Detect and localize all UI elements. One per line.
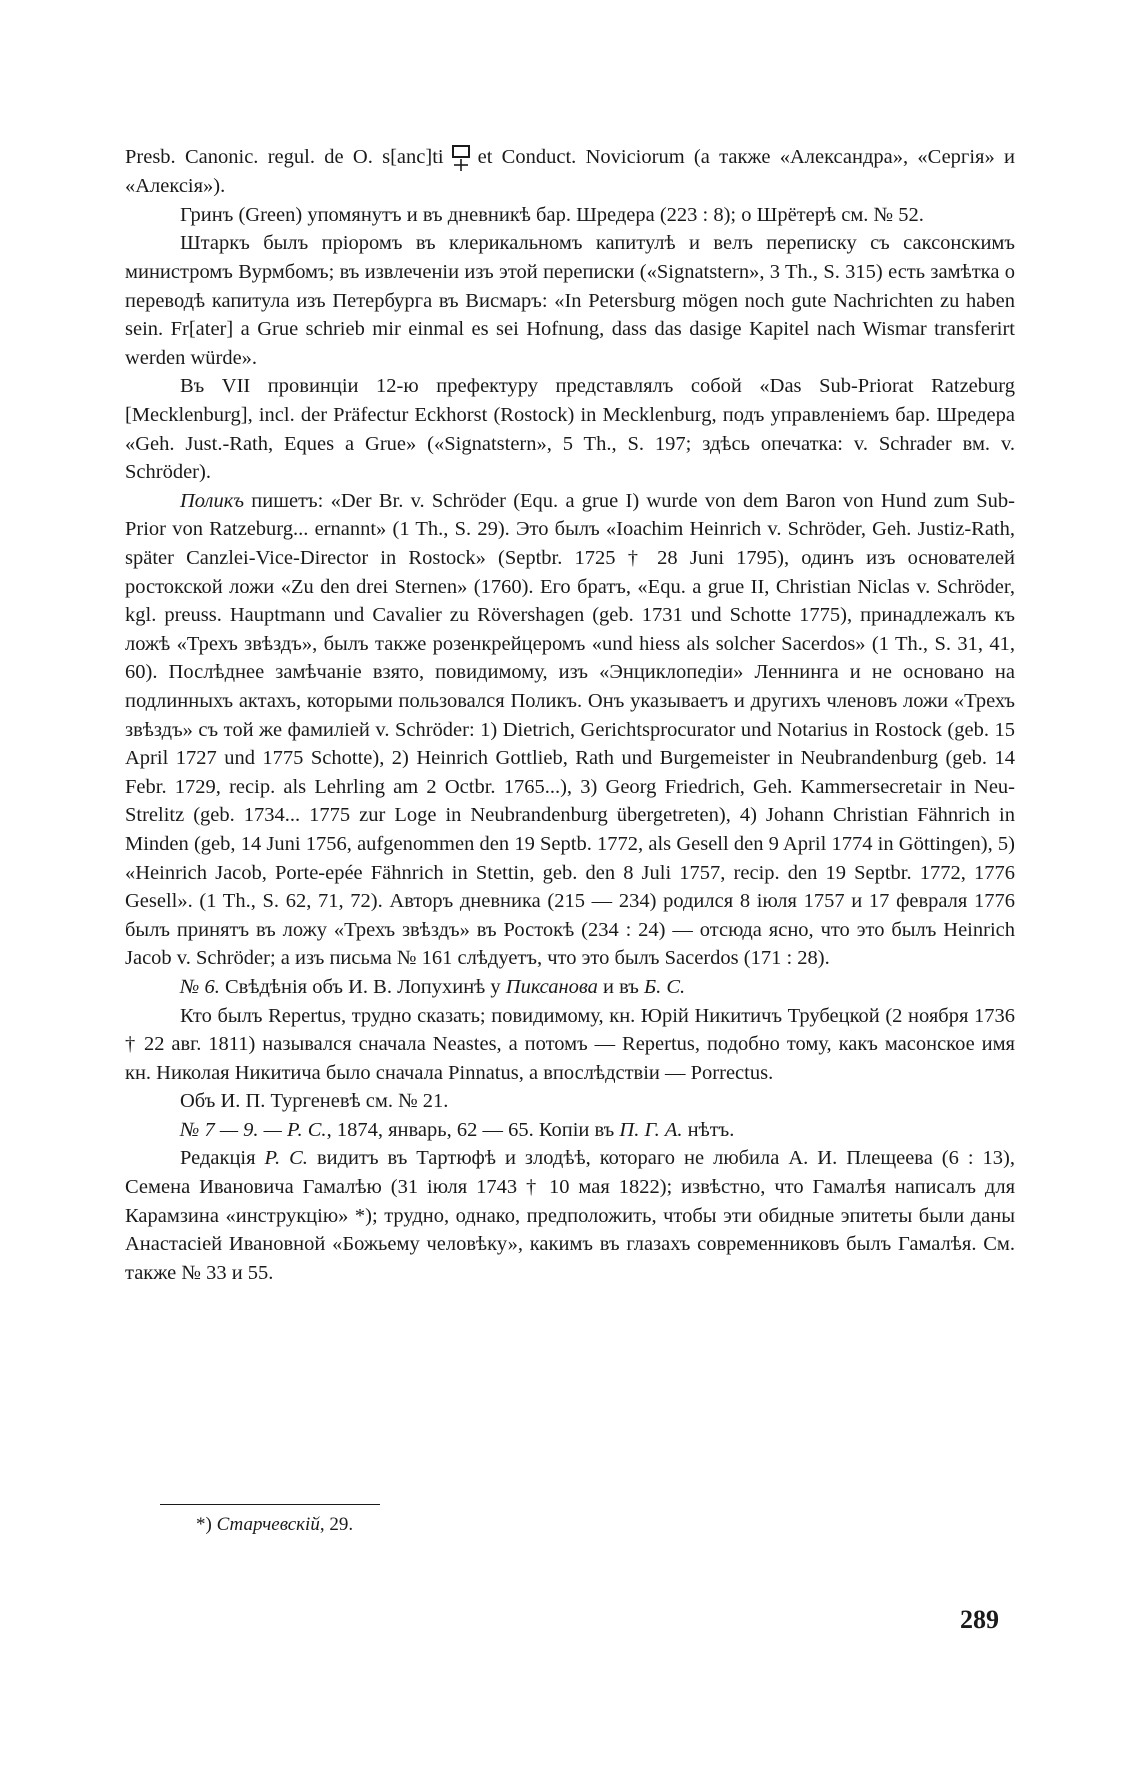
no7-9-label: № 7 — 9. — Р. С. [180,1118,327,1141]
no6-label: № 6. [180,975,220,998]
paragraph-green: Гринъ (Green) упомянутъ и въ дневникѣ бар. Шредера (223 : 8); о Шрётерѣ см. № 52. [180,203,924,226]
footnote-marker: *) [196,1514,212,1535]
paragraph-redaktsiya [125,1144,1015,1287]
redaktsiya-text: видитъ въ Тартюфѣ и злодѣѣ, котораго не любила А. И. Плещеева (6 : 13), Семена Ивановича Гамалѣю (31 іюля 1743 † 10 мая 1822); извѣстно, что Гамалѣя написалъ для Карамзина «инструкцію» *); трудно, однако, предположить, чтобы эти обидные эпитеты были даны Анастасіей Ивановной «Божьему человѣку», какимъ въ глазахъ современниковъ былъ Гамалѣя. См. также № 33 и 55. [125,1147,1016,1284]
paragraph-polik [125,487,1015,973]
paragraph-presb [125,143,1015,201]
no6-text: Свѣдѣнія объ И. В. Лопухинѣ у [224,975,501,998]
bs-ref: Б. С. [644,975,686,998]
text-conduct: et Conduct. Noviciorum (а также «Александра», «Сергія» и «Алексія»). [125,146,1015,198]
heading-no7-9 [125,1116,1015,1145]
footnote-divider [160,1504,380,1505]
polik-name: Поликъ [180,489,244,512]
paragraph-turgenev: Объ И. П. Тургеневѣ см. № 21. [180,1090,449,1113]
pga-ref: П. Г. А. [619,1118,683,1141]
no7-9-text: , 1874, январь, 62 — 65. Копіи въ [326,1118,615,1141]
rs-ref: Р. С. [264,1147,308,1170]
paragraph-repertus: Кто былъ Repertus, трудно сказать; повидимому, кн. Юрій Никитичъ Трубецкой (2 ноября 1736 † 22 авг. 1811) назывался сначала Neastes, а потомъ — Repertus, подобно тому, какъ масонское имя кн. Николая Никитича было сначала Pinnatus, а впослѣдствіи — Porrectus. [125,1004,1015,1084]
redaktsiya-start: Редакція [180,1147,256,1170]
cross-monogram-icon [448,144,474,172]
heading-no6 [125,973,1015,1002]
no7-9-end: нѣтъ. [687,1118,735,1141]
footnote [196,1512,353,1538]
no6-and: и въ [603,975,639,998]
footnote-source: Старчевскій [216,1514,320,1535]
page-number: 289 [960,1605,999,1634]
piksanov-ref: Пиксанова [505,975,598,998]
polik-text: пишетъ: «Der Br. v. Schröder (Equ. a grue I) wurde von dem Baron von Hund zum Sub-Prior von Ratzeburg... ernannt» (1 Th., S. 29). Это былъ «Ioachim Heinrich v. Schröder, Geh. Justiz-Rath, später Canzlei-Vice-Director in Rostock» (Septbr. 1725 † 28 Juni 1795), одинъ изъ основателей ростокской ложи «Zu den drei Sternen» (1760). Его братъ, «Equ. a grue II, Christian Niclas v. Schröder, kgl. preuss. Hauptmann und Cavalier zu Rövershagen (geb. 1731 und Schotte 1775), принадлежалъ къ ложѣ «Трехъ звѣздъ», былъ также розенкрейцеромъ «und hiess als solcher Sacerdos» (1 Th., S. 31, 41, 60). Послѣднее замѣчаніе взято, повидимому, изъ «Энциклопедіи» Леннинга и не основано на подлинныхъ актахъ, которыми пользовался Поликъ. Онъ указываетъ и другихъ членовъ ложи «Трехъ звѣздъ» съ той же фамиліей v. Schröder: 1) Dietrich, Gerichtsprocurator und Notarius in Rostock (geb. 15 April 1727 und 1775 Schotte), 2) Heinrich Gottlieb, Rath und Burgemeister in Neubrandenburg (geb. 14 Febr. 1729, recip. als Lehrling am 2 Octbr. 1765...), 3) Georg Friedrich, Geh. Kammersecretair in Neu-Strelitz (geb. 1734... 1775 zur Loge in Neubrandenburg übergetreten), 4) Johann Christian Fähnrich in Minden (geb, 14 Juni 1756, aufgenommen den 19 Septb. 1772, als Gesell den 9 April 1774 in Göttingen), 5) «Heinrich Jacob, Porte-epée Fähnrich in Stettin, geb. den 8 Juli 1757, recip. den 19 Septbr. 1772, 1776 Gesell». (1 Th., S. 62, 71, 72). Авторъ дневника (215 — 234) родился 8 іюля 1757 и 17 февраля 1776 былъ принятъ въ ложу «Трехъ звѣздъ» въ Ростокѣ (234 : 24) — отсюда ясно, что это былъ Heinrich Jacob v. Schröder; а изъ письма № 161 слѣдуетъ, что это былъ Sacerdos (171 : 28). [125,489,1016,970]
text-presb: Presb. Canonic. regul. de O. s[anc]ti [125,146,444,168]
footnote-ref: , 29. [319,1514,354,1535]
paragraph-stark: Штаркъ былъ пріоромъ въ клерикальномъ капитулѣ и велъ переписку съ саксонскимъ министромъ Вурмбомъ; въ извлеченіи изъ этой переписки («Signatstern», 3 Th., S. 315) есть замѣтка о переводѣ капитула изъ Петербурга въ Висмаръ: «In Petersburg mögen noch gute Nachrichten zu haben sein. Fr[ater] a Grue schrieb mir einmal es sei Hofnung, dass das dasige Kapitel nach Wismar transferirt werden würde». [125,232,1015,369]
main-text [125,143,1015,1287]
paragraph-province: Въ VII провинціи 12-ю префектуру представлялъ собой «Das Sub-Priorat Ratzeburg [Mecklenburg], incl. der Präfectur Eckhorst (Rostock) in Mecklenburg, подъ управленіемъ бар. Шредера «Geh. Just.-Rath, Eques a Grue» («Signatstern», 5 Th., S. 197; здѣсь опечатка: v. Schrader вм. v. Schröder). [125,375,1015,484]
